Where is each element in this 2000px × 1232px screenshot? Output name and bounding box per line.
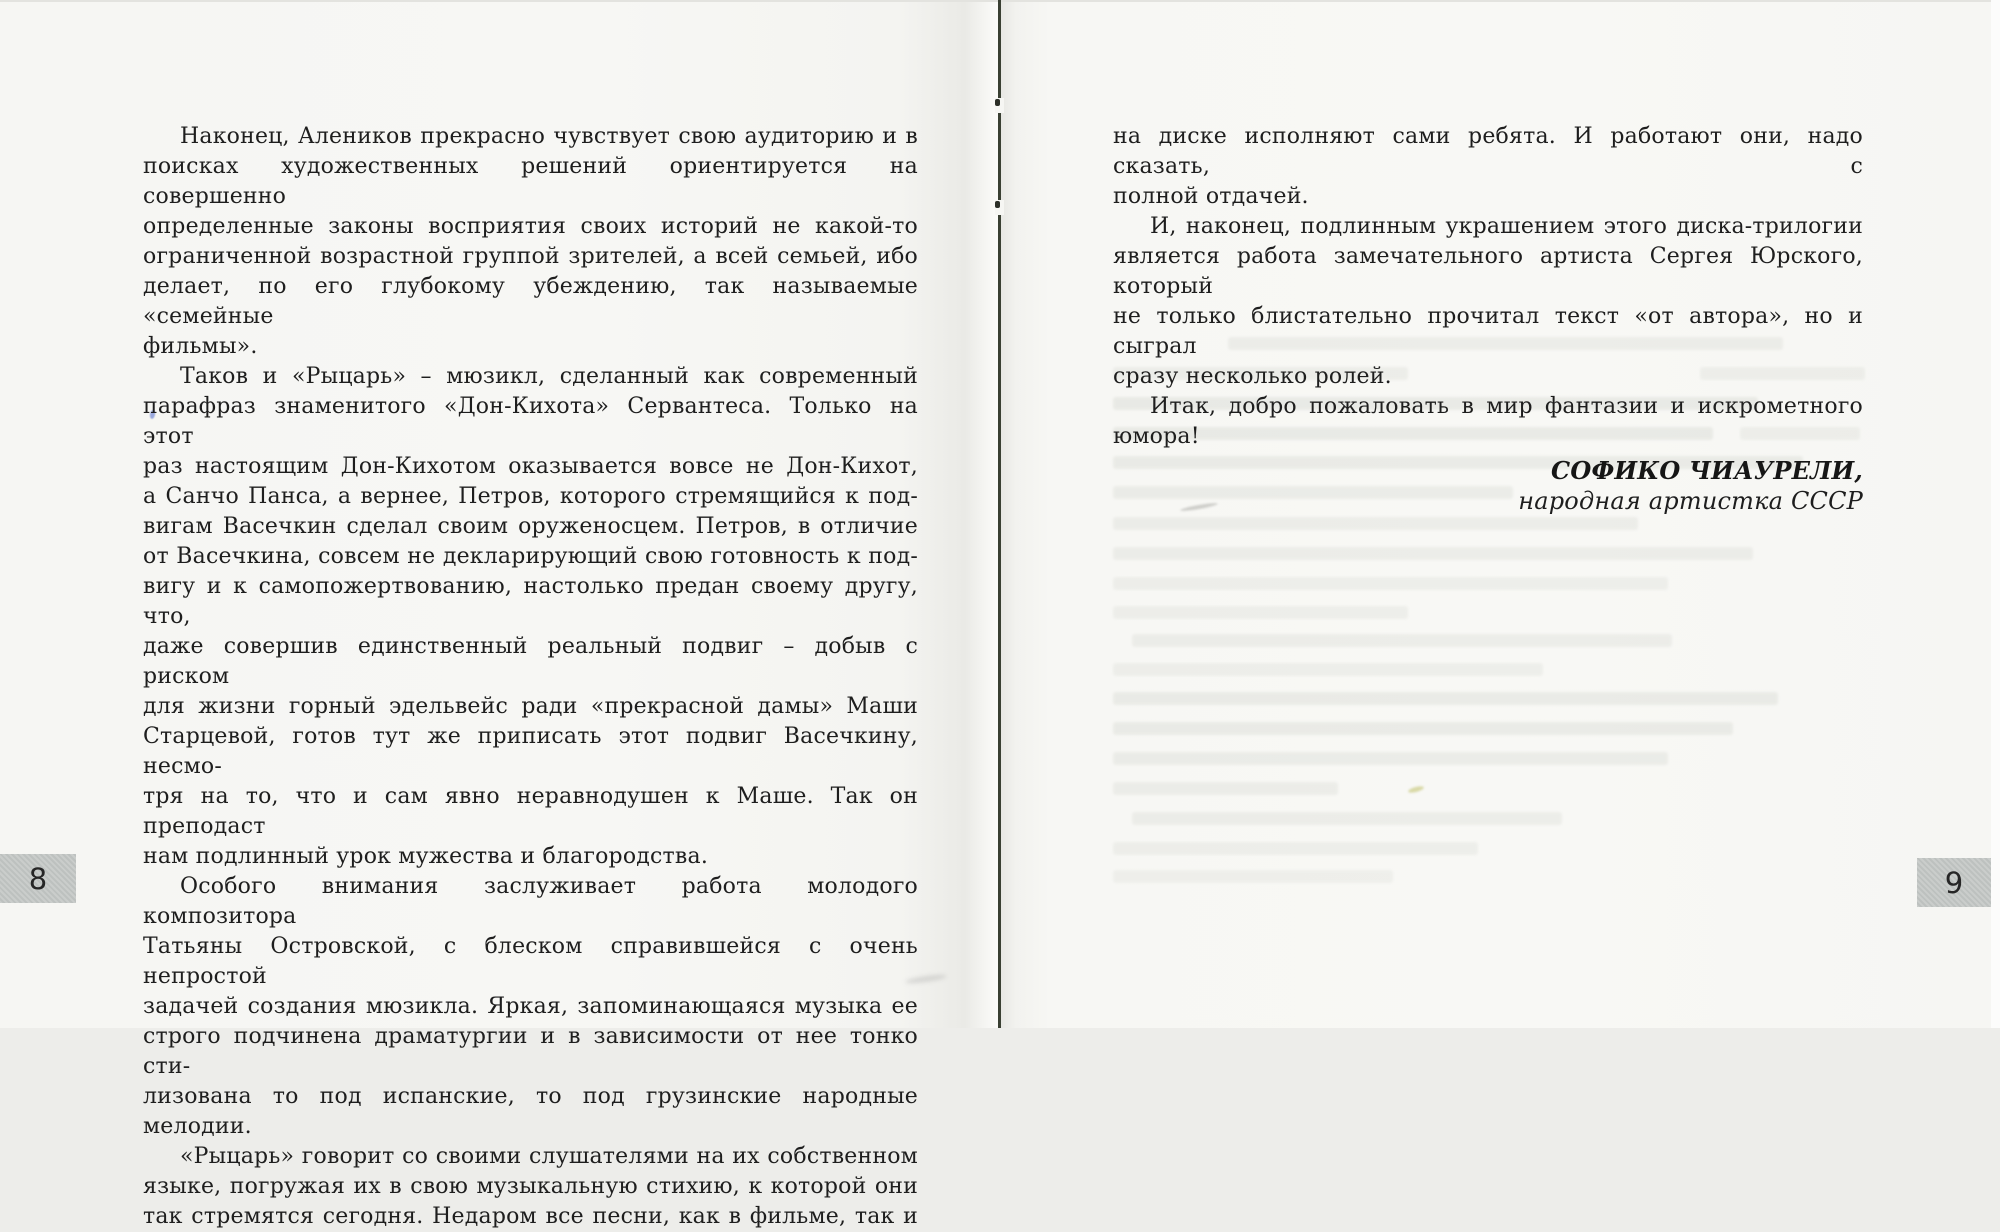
- staple-mark: [995, 200, 1004, 215]
- ghost-text-line: [1113, 663, 1543, 676]
- text-line: Наконец, Алеников прекрасно чувствует свою аудиторию и в: [180, 124, 918, 149]
- ghost-text-line: [1132, 812, 1562, 825]
- staple-mark: [995, 98, 1004, 113]
- ghost-text-line: [1113, 842, 1478, 855]
- ghost-text-line: [1113, 722, 1733, 735]
- text-line: сразу несколько ролей.: [1113, 364, 1392, 389]
- signature-title: народная артистка СССР: [1518, 487, 1863, 515]
- ghost-text-line: [1113, 606, 1408, 619]
- page-number-badge-right: [1917, 858, 1991, 907]
- text-line: лизована то под испанские, то под грузинские народные мелодии.: [143, 1084, 918, 1139]
- text-line: Таков и «Рыцарь» – мюзикл, сделанный как современный: [180, 364, 918, 389]
- ghost-text-line: [1113, 752, 1668, 765]
- text-line: строго подчинена драматургии и в зависимости от нее тонко сти-: [143, 1024, 918, 1079]
- staple-dot: [995, 99, 1000, 106]
- ghost-text-line: [1113, 547, 1753, 560]
- text-line: вигу и к самопожертвованию, настолько предан своему другу, что,: [143, 574, 918, 629]
- signature-block: [1113, 455, 1863, 517]
- text-line: юмора!: [1113, 424, 1200, 449]
- ghost-text-line: [1113, 782, 1338, 795]
- text-line: задачей создания мюзикла. Яркая, запоминающаяся музыка ее: [143, 994, 918, 1019]
- staple-dot: [995, 201, 1000, 208]
- text-line: определенные законы восприятия своих историй не какой-то: [143, 214, 918, 239]
- text-line: а Санчо Панса, а вернее, Петров, которого стремящийся к под-: [143, 484, 918, 509]
- text-line: нам подлинный урок мужества и благородства.: [143, 844, 709, 869]
- page-number-badge-left: [0, 854, 76, 903]
- spine-gutter-line: [998, 0, 1001, 1028]
- scan-right-edge: [1991, 0, 2000, 1028]
- text-line: парафраз знаменитого «Дон-Кихота» Сервантеса. Только на этот: [143, 394, 918, 449]
- text-line: является работа замечательного артиста Сергея Юрского, который: [1113, 244, 1863, 299]
- text-line: делает, по его глубокому убеждению, так называемые «семейные: [143, 274, 918, 329]
- ghost-text-line: [1113, 870, 1393, 883]
- text-line: языке, погружая их в свою музыкальную стихию, к которой они: [143, 1174, 918, 1199]
- text-line: Татьяны Островской, с блеском справившейся с очень непростой: [143, 934, 918, 989]
- text-line: И, наконец, подлинным украшением этого диска-трилогии: [1150, 214, 1863, 239]
- text-line: фильмы».: [143, 334, 258, 359]
- text-line: тря на то, что и сам явно неравнодушен к Маше. Так он преподаст: [143, 784, 918, 839]
- right-text-lines: [1113, 122, 1863, 452]
- text-line: Итак, добро пожаловать в мир фантазии и искрометного: [1150, 394, 1863, 419]
- text-line: не только блистательно прочитал текст «от автора», но и сыграл: [1113, 304, 1863, 359]
- signature-name: СОФИКО ЧИАУРЕЛИ,: [1551, 456, 1863, 485]
- ghost-text-line: [1113, 517, 1638, 530]
- ghost-text-line: [1113, 692, 1778, 705]
- text-line: ограниченной возрастной группой зрителей, а всей семьей, ибо: [143, 244, 918, 269]
- page-number-right: 9: [1944, 865, 1964, 900]
- text-line: так стремятся сегодня. Недаром все песни, как в фильме, так и: [143, 1204, 918, 1229]
- page-number-left: 8: [28, 861, 48, 896]
- ghost-text-line: [1113, 577, 1668, 590]
- text-line: для жизни горный эдельвейс ради «прекрасной дамы» Маши: [143, 694, 918, 719]
- text-line: «Рыцарь» говорит со своими слушателями на их собственном: [180, 1144, 918, 1169]
- text-line: даже совершив единственный реальный подвиг – добыв с риском: [143, 634, 918, 689]
- left-text-column: [143, 122, 918, 1232]
- ghost-text-line: [1132, 634, 1672, 647]
- text-line: вигам Васечкин сделал своим оруженосцем. Петров, в отличие: [143, 514, 918, 539]
- text-line: раз настоящим Дон-Кихотом оказывается вовсе не Дон-Кихот,: [143, 454, 918, 479]
- text-line: полной отдачей.: [1113, 184, 1309, 209]
- text-line: Старцевой, готов тут же приписать этот подвиг Васечкину, несмо-: [143, 724, 918, 779]
- text-line: от Васечкина, совсем не декларирующий свою готовность к под-: [143, 544, 918, 569]
- text-line: Особого внимания заслуживает работа молодого композитора: [143, 874, 918, 929]
- right-text-column: [1113, 122, 1863, 517]
- text-line: на диске исполняют сами ребята. И работают они, надо сказать, с: [1113, 124, 1863, 179]
- text-line: поисках художественных решений ориентируется на совершенно: [143, 154, 918, 209]
